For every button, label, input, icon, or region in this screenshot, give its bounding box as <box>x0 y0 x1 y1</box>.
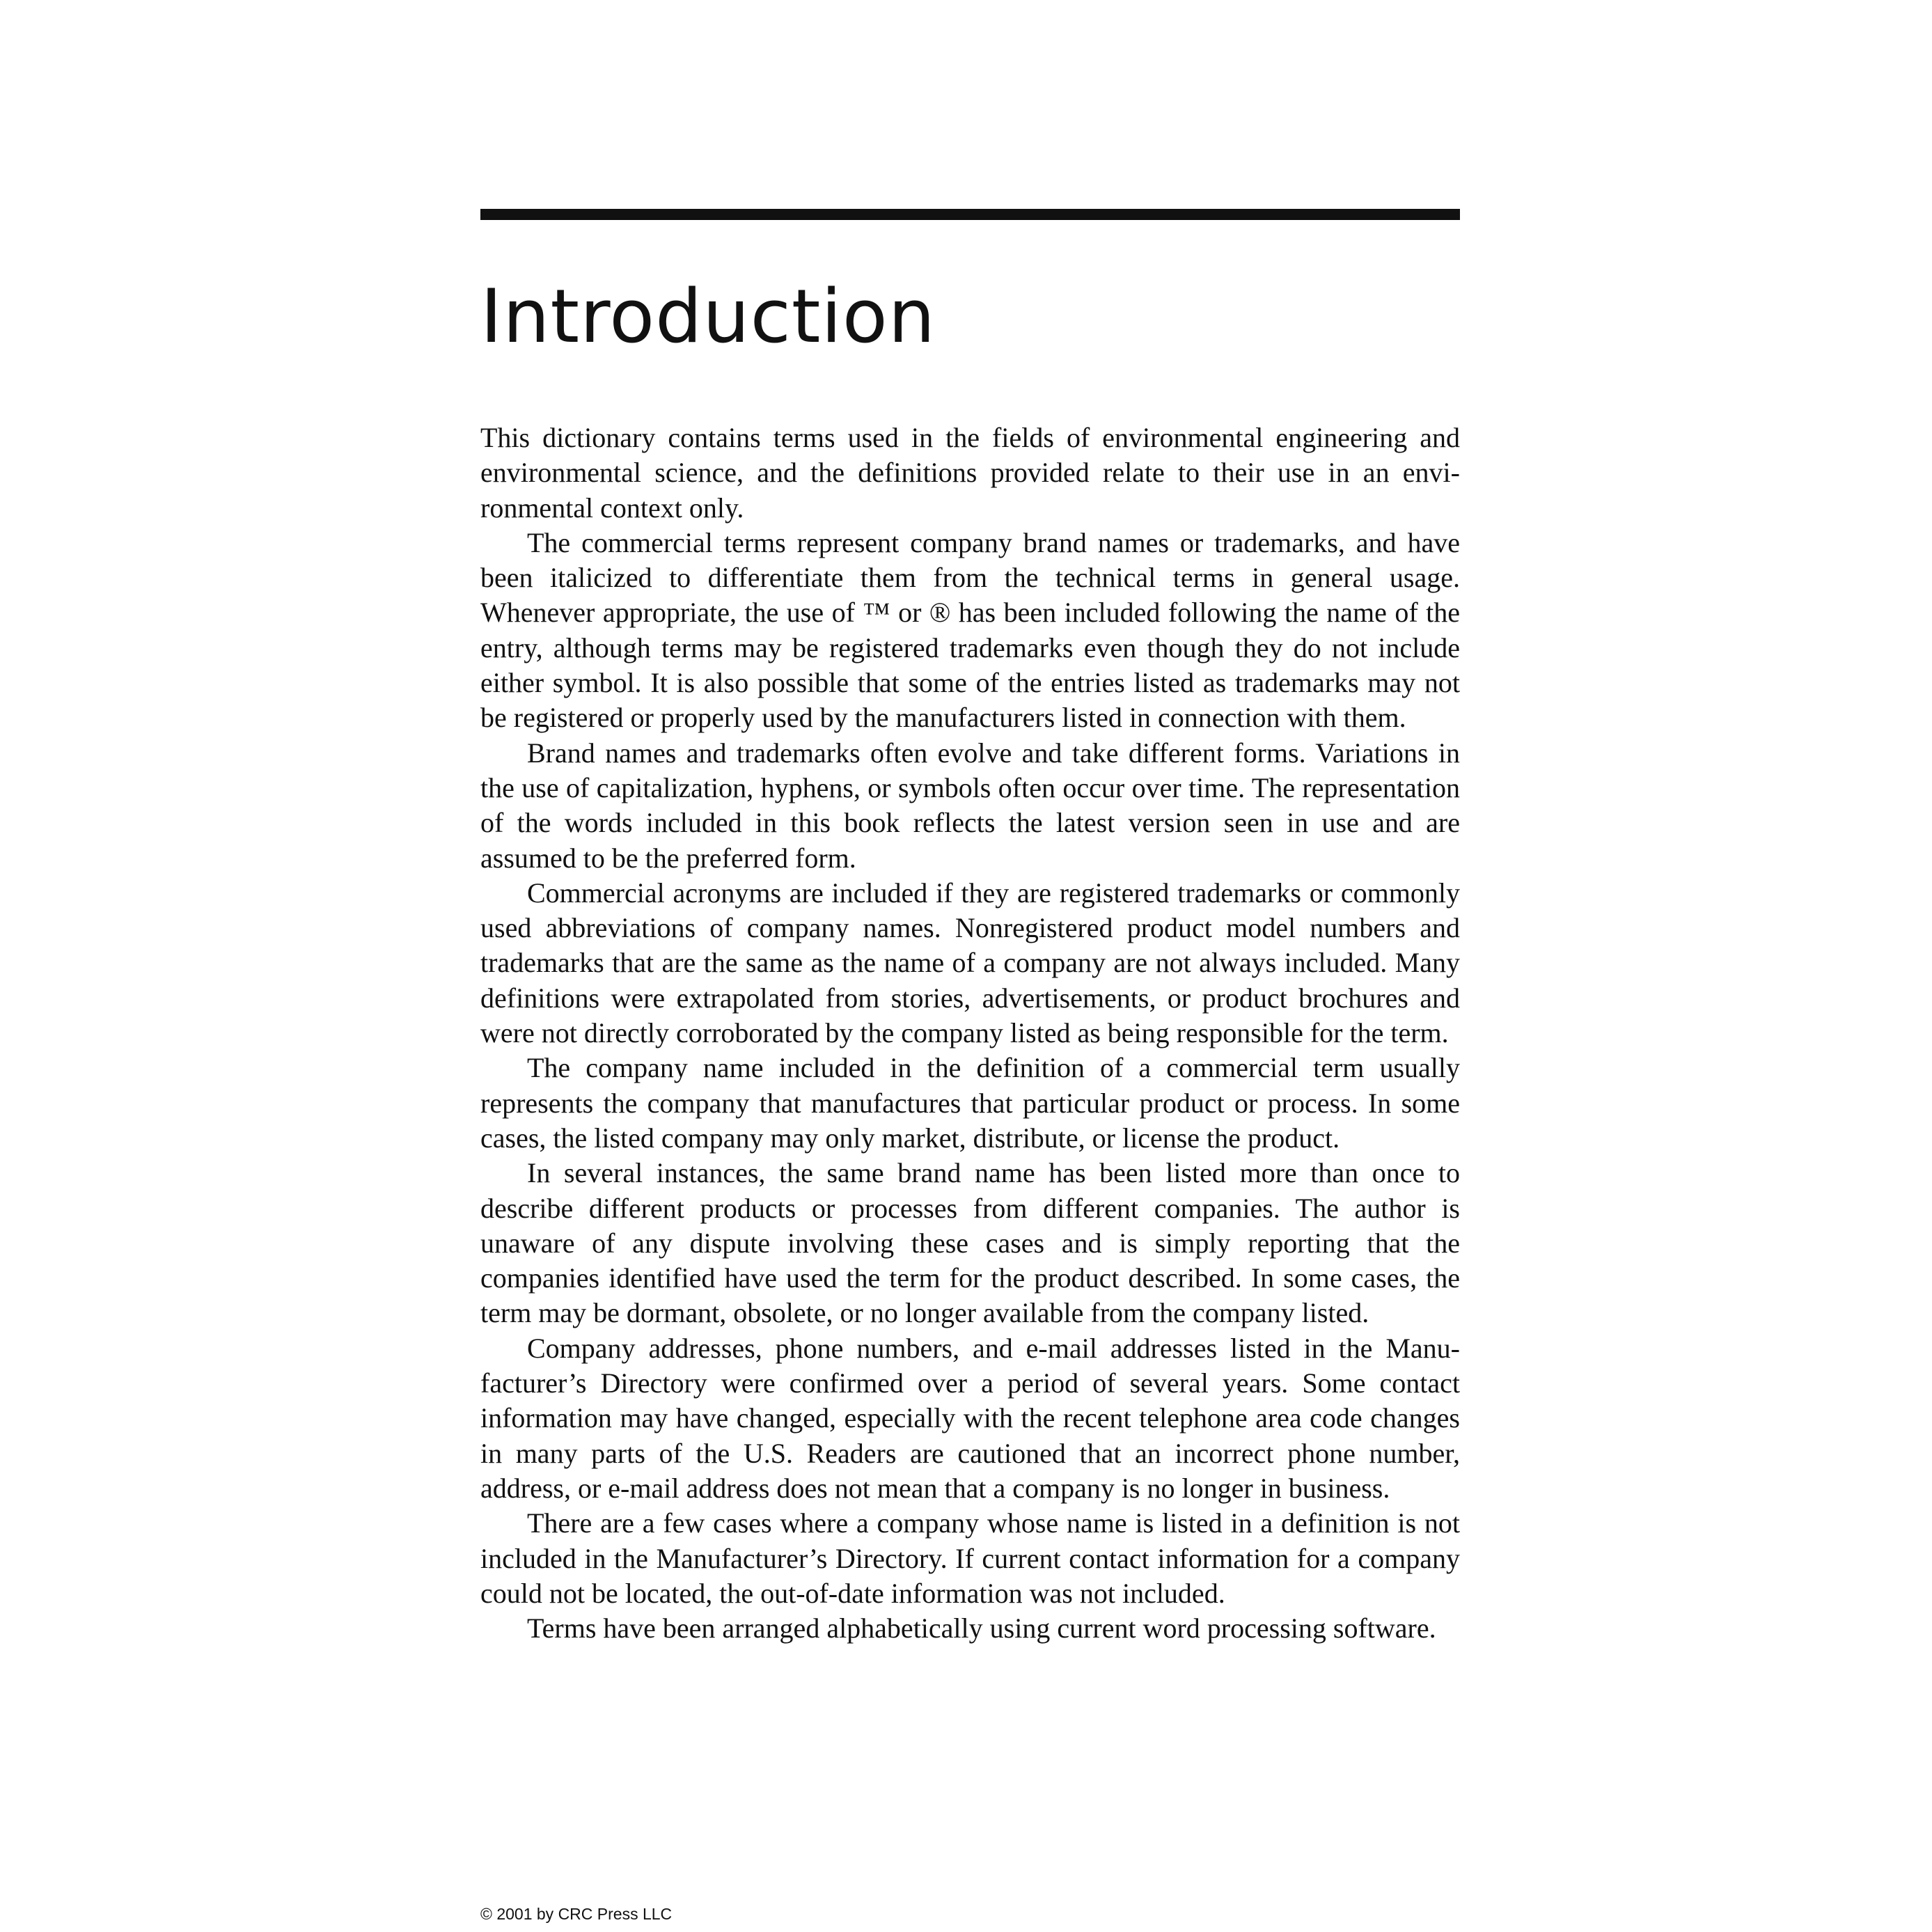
body-text <box>480 421 1460 1646</box>
paragraph: Terms have been arranged alphabetically using current word processing software. <box>527 1612 1436 1644</box>
chapter-top-rule <box>480 209 1460 220</box>
paragraph: In several instances, the same brand name has been listed more than once to describe different products or processes from different companies. The author is unaware of any dispute involving these cases and is simply reporting that the companies identified have used the term for the product described. In some cases, the term may be dormant, obsolete, or no longer available from the company listed. <box>480 1157 1460 1329</box>
copyright-footer: © 2001 by CRC Press LLC <box>480 1905 673 1923</box>
paragraph: Commercial acronyms are included if they are registered trademarks or commonly used abbreviations of company names. Nonregistered product model numbers and trademarks that are the same as the name of a company are not always included. Many definitions were extrapolated from stories, advertisements, or product brochures and were not directly corroborated by the company listed as being responsible for the term. <box>480 877 1460 1049</box>
paragraph: The commercial terms represent company brand names or trademarks, and have been italicized to differentiate them from the technical terms in general usage. Whenever appropriate, the use of ™ or ® has been included following the name of the entry, although terms may be registered trademarks even though they do not include either symbol. It is also possible that some of the entries listed as trademarks may not be registered or properly used by the manufacturers listed in connection with them. <box>480 526 1460 734</box>
paragraph: This dictionary contains terms used in the fields of environmental engineering and environmental science, and the definitions provided relate to their use in an environmental context only. <box>480 422 1460 524</box>
paragraph: There are a few cases where a company whose name is listed in a definition is not included in the Manufacturer’s Directory. If current contact information for a company could not be located, the out-of-date information was not included. <box>480 1507 1460 1609</box>
chapter-title: Introduction <box>480 274 936 359</box>
paragraph: Brand names and trademarks often evolve and take different forms. Variations in the use of capitalization, hyphens, or symbols often occur over time. The representation of the words included in this book reflects the latest version seen in use and are assumed to be the preferred form. <box>480 737 1460 874</box>
paragraph: Company addresses, phone numbers, and e-mail addresses listed in the Manufacturer’s Directory were confirmed over a period of several years. Some contact information may have changed, especially with the recent telephone area code changes in many parts of the U.S. Readers are cautioned that an incorrect phone number, address, or e-mail address does not mean that a company is no longer in business. <box>480 1332 1460 1504</box>
paragraph: The company name included in the definition of a commercial term usually represents the company that manufactures that particular product or process. In some cases, the listed company may only market, distribute, or license the product. <box>480 1052 1460 1154</box>
